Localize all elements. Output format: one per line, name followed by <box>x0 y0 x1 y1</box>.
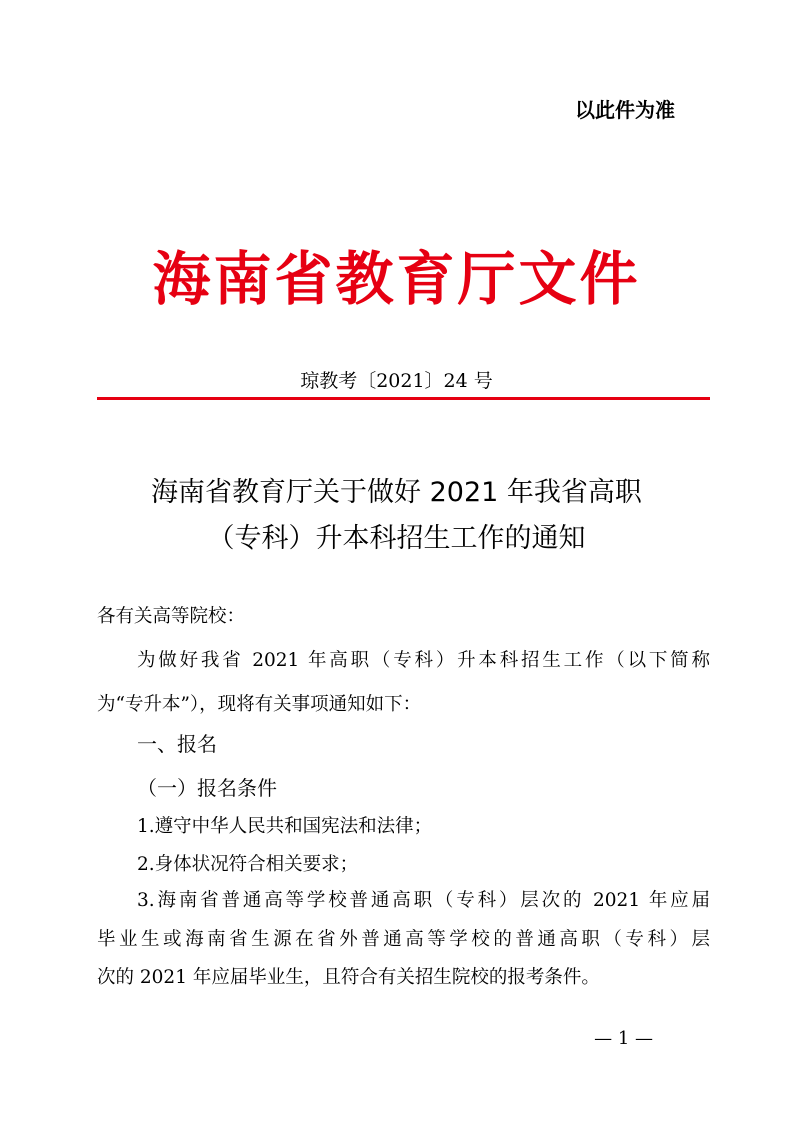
intro-paragraph-line-1: 为做好我省 2021 年高职（专科）升本科招生工作（以下简称 <box>137 650 710 671</box>
page-number: — 1 — <box>594 1028 653 1049</box>
eligibility-item-2: 2.身体状况符合相关要求； <box>137 854 359 875</box>
document-number: 琼教考〔2021〕24 号 <box>300 370 493 392</box>
document-title-line-2: （专科）升本科招生工作的通知 <box>207 523 586 554</box>
eligibility-item-3-line-1: 3.海南省普通高等学校普通高职（专科）层次的 2021 年应届 <box>137 890 710 911</box>
eligibility-item-3-line-2: 毕业生或海南省生源在省外普通高等学校的普通高职（专科）层 <box>97 929 710 950</box>
intro-paragraph-line-2: 为“专升本”），现将有关事项通知如下： <box>97 694 422 715</box>
red-separator-line <box>97 397 710 400</box>
document-title-line-1: 海南省教育厅关于做好 2021 年我省高职 <box>151 477 642 508</box>
salutation: 各有关高等院校： <box>97 606 246 627</box>
eligibility-item-3-line-3: 次的 2021 年应届毕业生，且符合有关招生院校的报考条件。 <box>97 967 600 988</box>
document-masthead: 海南省教育厅文件 <box>152 245 641 313</box>
section-heading-registration: 一、报名 <box>137 732 217 756</box>
subsection-heading-eligibility: （一）报名条件 <box>137 776 277 800</box>
eligibility-item-1: 1.遵守中华人民共和国宪法和法律； <box>137 816 433 837</box>
official-copy-note: 以此件为准 <box>575 98 675 122</box>
